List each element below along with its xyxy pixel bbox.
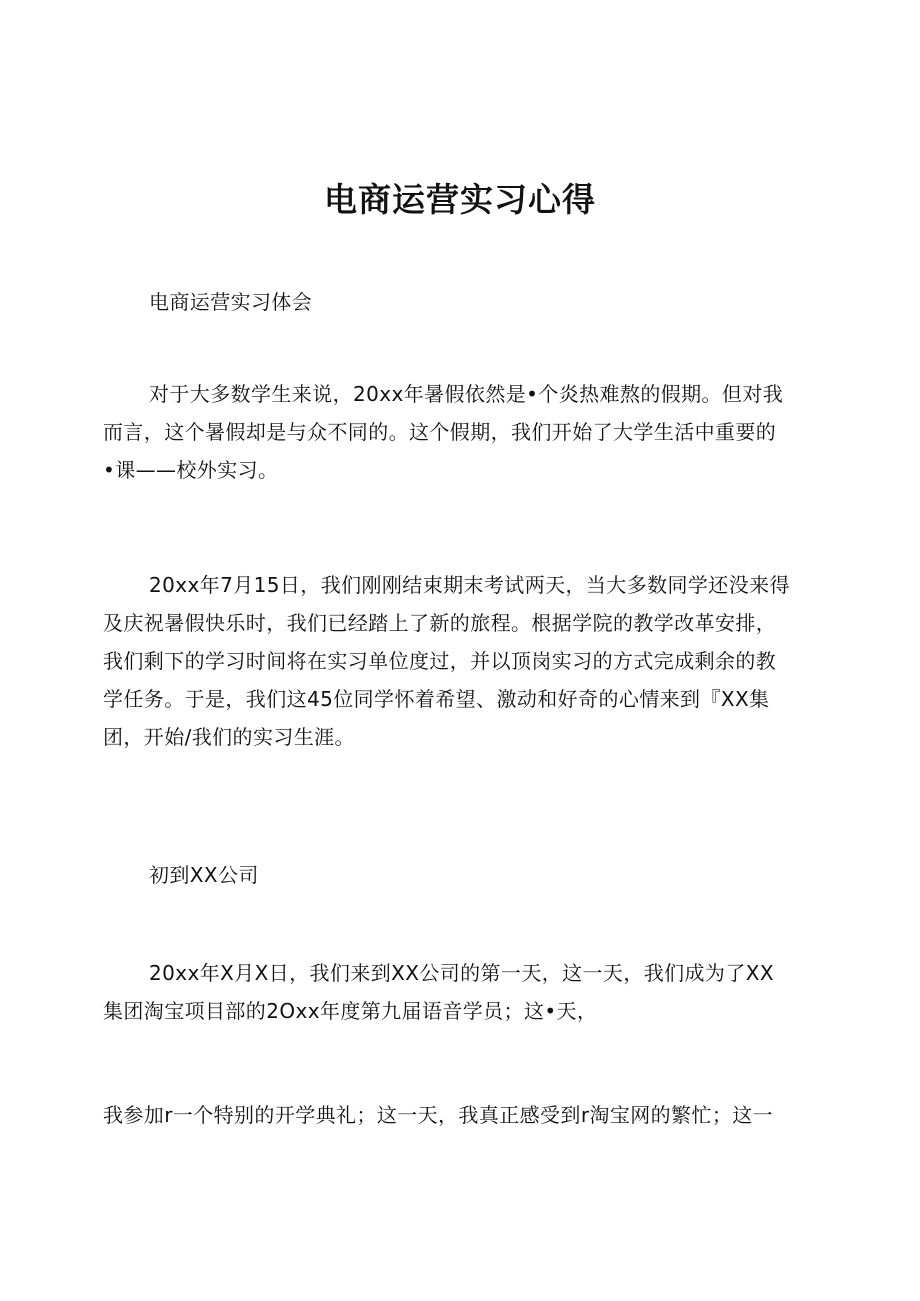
paragraph-line: 20xx年X月X日，我们来到XX公司的第一天，这一天，我们成为了XX xyxy=(149,961,774,985)
paragraph-line: 我参加r一个特别的开学典礼；这一天，我真正感受到r淘宝网的繁忙；这一 xyxy=(103,1103,774,1127)
paragraph-arrival xyxy=(103,566,819,756)
paragraph-line: •课——校外实习。 xyxy=(103,458,279,482)
paragraph-line: 及庆祝暑假快乐时，我们已经踏上了新的旅程。根据学院的教学改革安排， xyxy=(103,611,777,635)
paragraph-line: 学任务。于是，我们这45位同学怀着希望、激动和好奇的心情来到『XX集 xyxy=(103,687,770,711)
paragraph-intro xyxy=(103,375,819,489)
paragraph-first-day xyxy=(103,954,819,1030)
paragraph-line: 对于大多数学生来说，20xx年暑假依然是•个炎热难熬的假期。但对我 xyxy=(149,382,784,406)
paragraph-line: 20xx年7月15日，我们刚刚结束期末考试两天，当大多数同学还没来得 xyxy=(149,573,790,597)
document-title: 电商运营实习心得 xyxy=(324,180,596,219)
subtitle-text: 电商运营实习体会 xyxy=(149,290,313,314)
paragraph-line: 集团淘宝项目部的2Oxx年度第九届语音学员；这•天， xyxy=(103,999,598,1023)
paragraph-line: 而言，这个暑假却是与众不同的。这个假期，我们开始了大学生活中重要的 xyxy=(103,420,777,444)
paragraph-ceremony xyxy=(103,1096,819,1134)
section-heading-paragraph xyxy=(103,856,819,894)
paragraph-line: 团，开始/我们的实习生涯。 xyxy=(103,725,355,749)
section-heading: 初到XX公司 xyxy=(149,863,259,887)
subtitle-paragraph xyxy=(103,283,819,321)
paragraph-line: 我们剩下的学习时间将在实习单位度过，并以顶岗实习的方式完成剩余的教 xyxy=(103,649,777,673)
